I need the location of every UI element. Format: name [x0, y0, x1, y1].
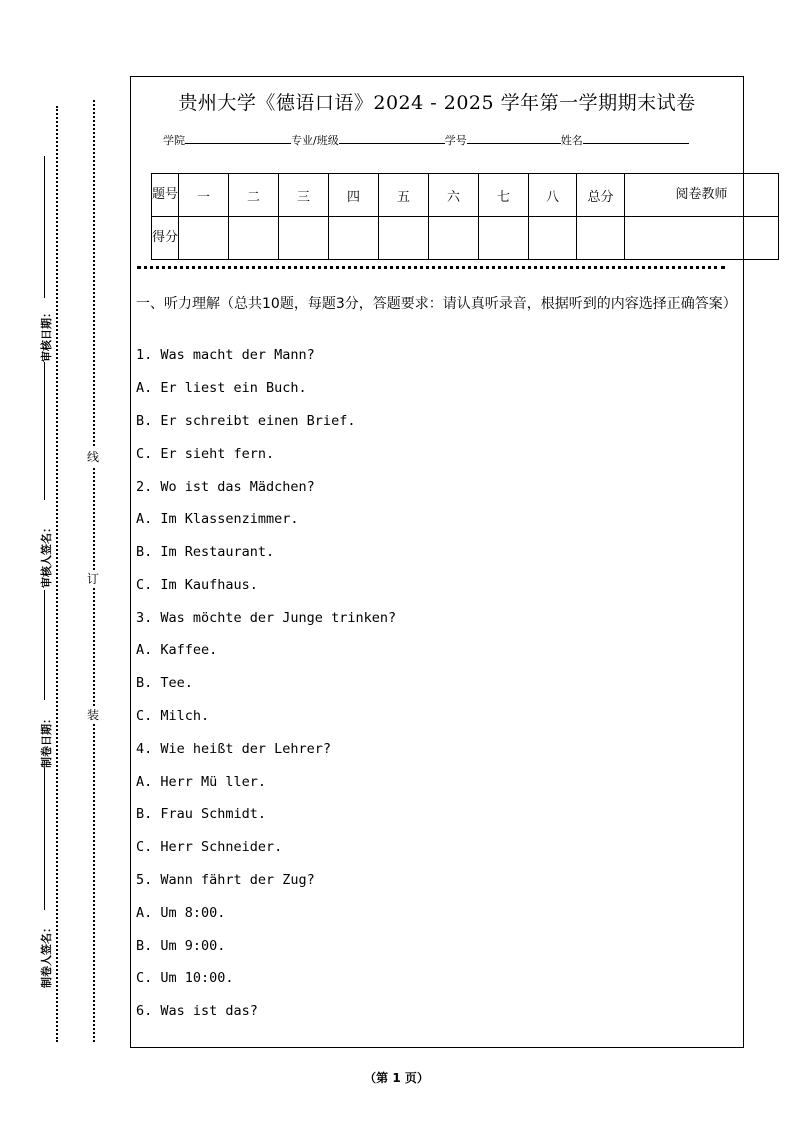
answer-option: A. Herr Mü ller.: [136, 774, 267, 790]
score-col-8: 八: [529, 174, 577, 217]
page-number: （第 1 页）: [364, 1071, 429, 1085]
score-col-6: 六: [429, 174, 479, 217]
reviewer-signature-label: 审核人签名：: [40, 522, 53, 588]
score-cell-total[interactable]: [577, 217, 625, 260]
score-col-4: 四: [329, 174, 379, 217]
answer-option: B. Tee.: [136, 675, 193, 691]
score-col-5: 五: [379, 174, 429, 217]
review-date-label: 审核日期：: [40, 307, 53, 362]
question-line: 2. Wo ist das Mädchen?: [136, 479, 315, 495]
name-blank[interactable]: [583, 131, 689, 144]
score-cell-6[interactable]: [429, 217, 479, 260]
score-cell-1[interactable]: [179, 217, 229, 260]
question-line: 4. Wie heißt der Lehrer?: [136, 741, 332, 757]
answer-option: C. Herr Schneider.: [136, 839, 283, 855]
question-line: 6. Was ist das?: [136, 1003, 258, 1019]
score-table-header-label: 题号: [152, 174, 179, 217]
section-1-title: 一、听力理解（总共10题，每题3分，答题要求：请认真听录音，根据听到的内容选择正确答案）: [136, 296, 737, 312]
score-col-2: 二: [229, 174, 279, 217]
binding-char-xian: 线: [86, 450, 99, 464]
question-line: 1. Was macht der Mann?: [136, 347, 315, 363]
score-cell-5[interactable]: [379, 217, 429, 260]
field-label-college: 学院: [163, 134, 185, 147]
score-cell-8[interactable]: [529, 217, 577, 260]
binding-char-ding: 订: [86, 572, 99, 586]
review-date-line: [44, 156, 45, 298]
field-label-name: 姓名: [560, 134, 583, 147]
major-class-blank[interactable]: [339, 131, 445, 144]
field-label-student-id: 学号: [444, 134, 467, 147]
maker-date-line: [44, 590, 45, 700]
answer-option: C. Milch.: [136, 708, 210, 724]
maker-signature-line: [44, 768, 45, 910]
field-label-major-class: 专业/班级: [291, 134, 339, 147]
exam-title: 贵州大学《德语口语》2024 - 2025 学年第一学期期末试卷: [178, 92, 696, 114]
score-cell-3[interactable]: [279, 217, 329, 260]
answer-option: B. Um 9:00.: [136, 938, 226, 954]
answer-option: B. Frau Schmidt.: [136, 806, 267, 822]
score-cell-4[interactable]: [329, 217, 379, 260]
answer-option: A. Kaffee.: [136, 642, 218, 658]
maker-signature-label: 制卷人签名：: [40, 922, 53, 988]
score-col-total: 总分: [577, 174, 625, 217]
answer-option: A. Im Klassenzimmer.: [136, 511, 299, 527]
score-col-3: 三: [279, 174, 329, 217]
answer-option: A. Um 8:00.: [136, 905, 226, 921]
binding-dotted-line-outer: [56, 106, 58, 1042]
score-table: [151, 173, 779, 260]
student-id-blank[interactable]: [467, 131, 561, 144]
answer-option: A. Er liest ein Buch.: [136, 380, 307, 396]
answer-option: B. Er schreibt einen Brief.: [136, 413, 356, 429]
binding-char-zhuang: 装: [86, 708, 99, 722]
student-info-row: [163, 131, 689, 148]
section-divider: [137, 266, 725, 269]
question-line: 3. Was möchte der Junge trinken?: [136, 610, 397, 626]
reviewer-signature-line: [44, 362, 45, 500]
score-cell-7[interactable]: [479, 217, 529, 260]
question-line: 5. Wann fährt der Zug?: [136, 872, 315, 888]
score-table-score-label: 得分: [152, 217, 179, 260]
score-cell-2[interactable]: [229, 217, 279, 260]
college-blank[interactable]: [185, 131, 291, 144]
score-col-grader: 阅卷教师: [625, 174, 779, 217]
answer-option: C. Er sieht fern.: [136, 446, 275, 462]
answer-option: B. Im Restaurant.: [136, 544, 275, 560]
score-col-1: 一: [179, 174, 229, 217]
score-cell-grader[interactable]: [625, 217, 779, 260]
maker-date-label: 制卷日期：: [40, 713, 53, 768]
answer-option: C. Im Kaufhaus.: [136, 577, 258, 593]
score-col-7: 七: [479, 174, 529, 217]
answer-option: C. Um 10:00.: [136, 970, 234, 986]
